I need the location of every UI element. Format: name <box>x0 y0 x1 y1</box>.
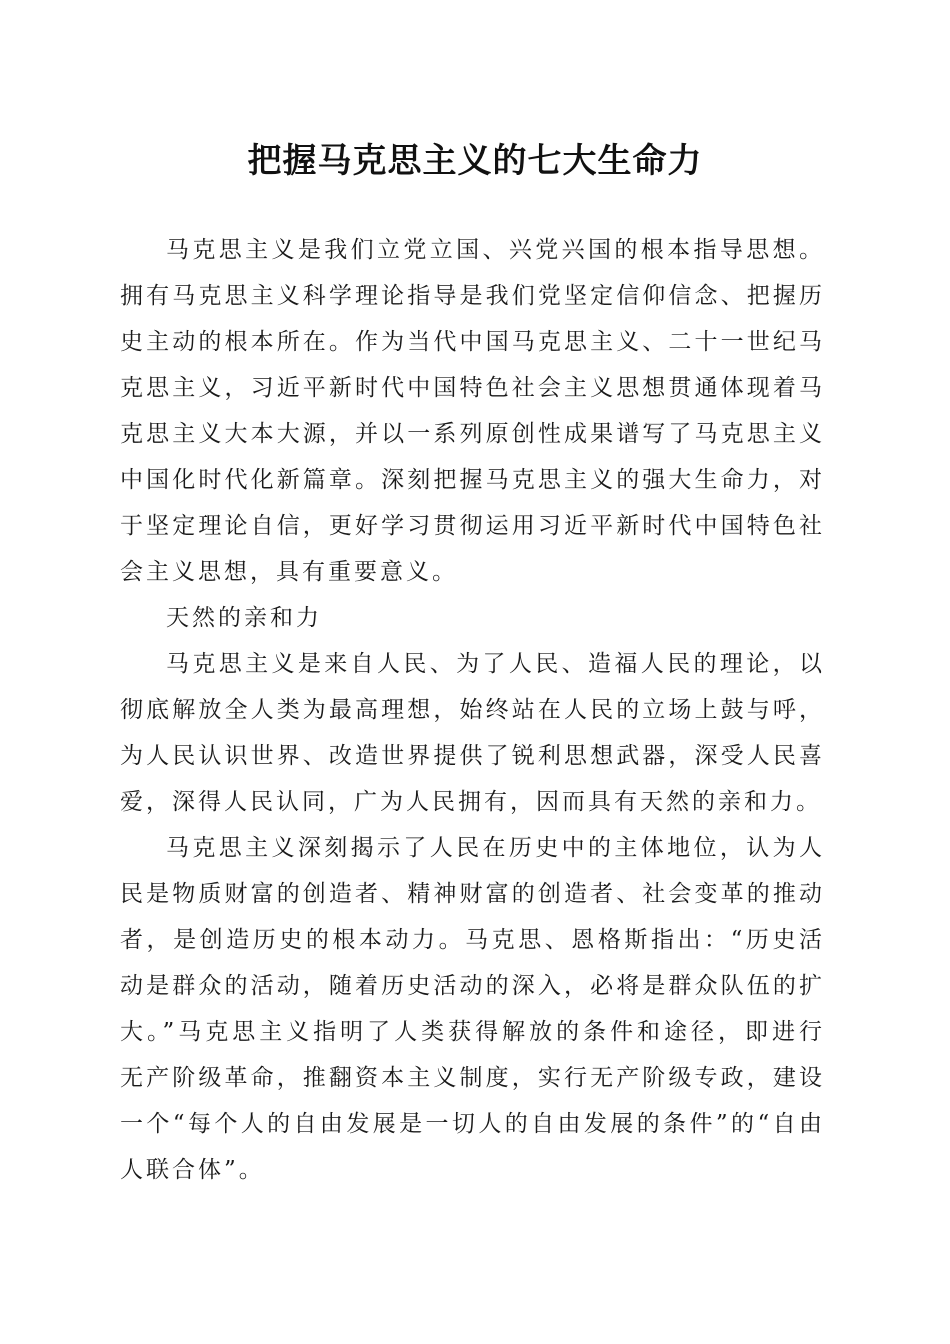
body-paragraph: 马克思主义是来自人民、为了人民、造福人民的理论，以彻底解放全人类为最高理想，始终站在人民的立场上鼓与呼，为人民认识世界、改造世界提供了锐利思想武器，深受人民喜爱，深得人民认同，广为人民拥有，因而具有天然的亲和力。 <box>120 651 825 815</box>
document-body <box>120 227 825 1193</box>
document-title: 把握马克思主义的七大生命力 <box>247 141 703 181</box>
body-paragraph: 马克思主义深刻揭示了人民在历史中的主体地位，认为人民是物质财富的创造者、精神财富的创造者、社会变革的推动者，是创造历史的根本动力。马克思、恩格斯指出：“历史活动是群众的活动，随着历史活动的深入，必将是群众队伍的扩大。”马克思主义指明了人类获得解放的条件和途径，即进行无产阶级革命，推翻资本主义制度，实行无产阶级专政，建设一个“每个人的自由发展是一切人的自由发展的条件”的“自由人联合体”。 <box>120 835 825 1183</box>
intro-paragraph: 马克思主义是我们立党立国、兴党兴国的根本指导思想。拥有马克思主义科学理论指导是我们党坚定信仰信念、把握历史主动的根本所在。作为当代中国马克思主义、二十一世纪马克思主义，习近平新时代中国特色社会主义思想贯通体现着马克思主义大本大源，并以一系列原创性成果谱写了马克思主义中国化时代化新篇章。深刻把握马克思主义的强大生命力，对于坚定理论自信，更好学习贯彻运用习近平新时代中国特色社会主义思想，具有重要意义。 <box>120 237 825 585</box>
section-heading: 天然的亲和力 <box>166 605 322 631</box>
